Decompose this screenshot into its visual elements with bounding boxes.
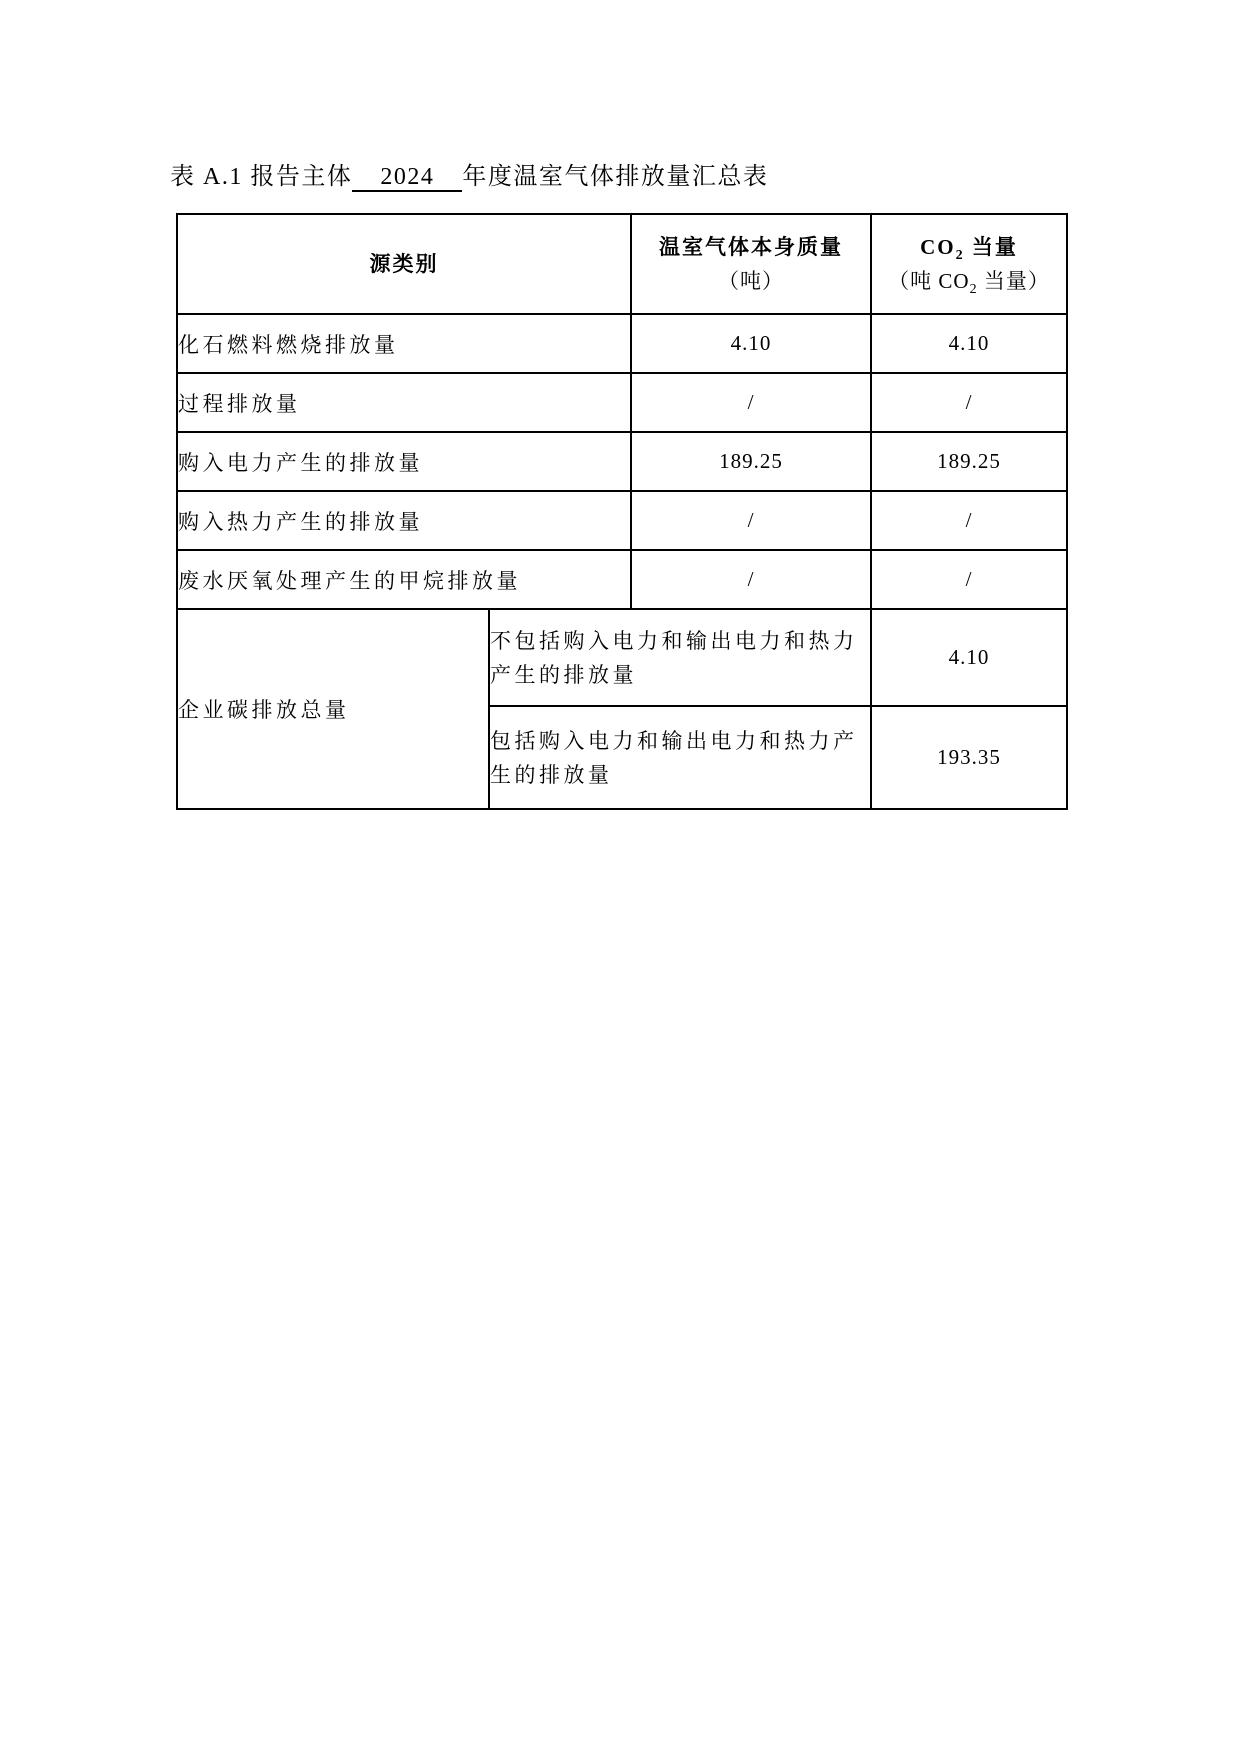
row-ghg-mass-value: / (631, 373, 871, 432)
table-row-purchased-electricity (177, 432, 1067, 491)
row-co2e-value: / (871, 491, 1067, 550)
ghg-summary-table (176, 213, 1068, 810)
header-row (177, 214, 1067, 314)
row-ghg-mass-value: / (631, 491, 871, 550)
row-co2e-value: 4.10 (871, 314, 1067, 373)
table-row-purchased-heat (177, 491, 1067, 550)
row-co2e-value: 189.25 (871, 432, 1067, 491)
total-desc-including: 包括购入电力和输出电力和热力产生的排放量 (489, 706, 871, 809)
header-co2e-title: $CO_2$ 当量 (920, 235, 1018, 264)
row-ghg-mass-value: / (631, 550, 871, 609)
total-co2e-value: 4.10 (871, 609, 1067, 706)
total-co2e-value: 193.35 (871, 706, 1067, 809)
row-label: 过程排放量 (177, 373, 631, 432)
row-co2e-value: / (871, 550, 1067, 609)
table-caption (170, 158, 768, 196)
header-source-category: 源类别 (177, 214, 631, 314)
table-row-total-excluding (177, 609, 1067, 706)
row-label: 废水厌氧处理产生的甲烷排放量 (177, 550, 631, 609)
caption-suffix: 年度温室气体排放量汇总表 (462, 164, 769, 190)
row-ghg-mass-value: 4.10 (631, 314, 871, 373)
co2-subscript: 2 (955, 248, 965, 264)
header-ghg-mass (631, 214, 871, 314)
total-label: 企业碳排放总量 (177, 609, 489, 809)
row-ghg-mass-value: 189.25 (631, 432, 871, 491)
table-row-process (177, 373, 1067, 432)
total-desc-excluding: 不包括购入电力和输出电力和热力产生的排放量 (489, 609, 871, 706)
caption-prefix: 表 A.1 报告主体 (170, 164, 353, 190)
row-label: 化石燃料燃烧排放量 (177, 314, 631, 373)
row-co2e-value: / (871, 373, 1067, 432)
header-co2e-unit: （吨 $CO_2$ 当量） (888, 269, 1050, 298)
header-ghg-mass-title: 温室气体本身质量 (659, 235, 843, 259)
caption-year-underlined (352, 164, 462, 192)
row-label: 购入电力产生的排放量 (177, 432, 631, 491)
co2-subscript: 2 (969, 282, 978, 298)
table-row-fossil-fuel (177, 314, 1067, 373)
table-row-wastewater-methane (177, 550, 1067, 609)
header-ghg-mass-unit: （吨） (718, 269, 784, 293)
row-label: 购入热力产生的排放量 (177, 491, 631, 550)
caption-year: 2024 (380, 164, 435, 190)
header-co2e (871, 214, 1067, 314)
